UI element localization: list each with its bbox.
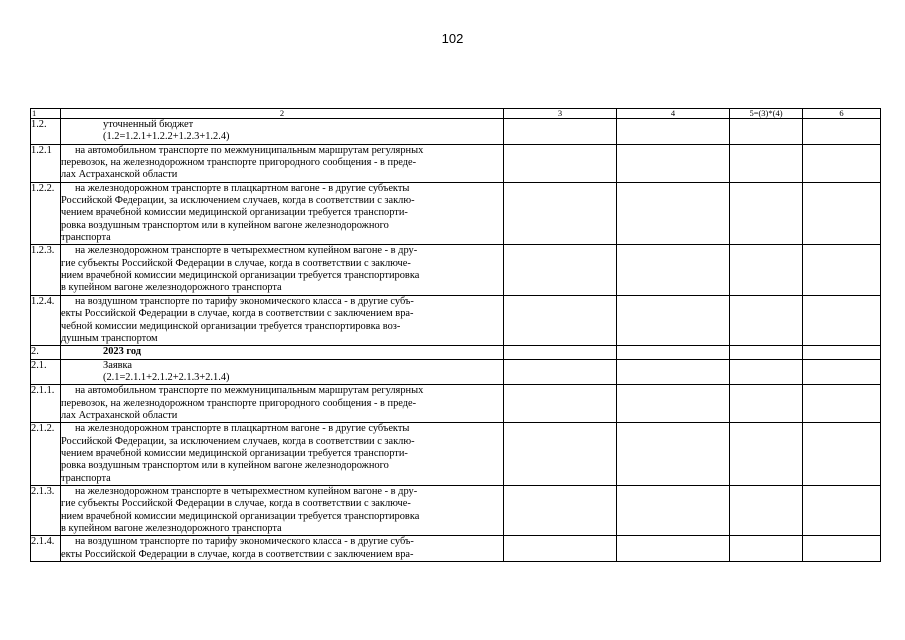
row-description (61, 144, 504, 182)
value-cell (504, 423, 617, 486)
row-number: 1.2.2. (31, 182, 61, 245)
description-line: (1.2=1.2.1+1.2.2+1.2.3+1.2.4) (103, 131, 230, 143)
description-line: ровка воздушным транспортом или в купейном вагоне железнодорожного (61, 460, 389, 472)
table-row (31, 144, 881, 182)
value-cell (803, 423, 881, 486)
row-description (61, 295, 504, 345)
row-number: 1.2.3. (31, 245, 61, 295)
description-line: екты Российской Федерации в случае, когда в соответствии с заключением вра- (61, 308, 414, 320)
row-description (61, 245, 504, 295)
description-line: в купейном вагоне железнодорожного транспорта (61, 282, 282, 294)
row-description (61, 423, 504, 486)
column-header: 2 (61, 109, 504, 119)
row-number: 2.1.3. (31, 485, 61, 535)
value-cell (803, 346, 881, 359)
row-number: 1.2.1 (31, 144, 61, 182)
description-line: на железнодорожном транспорте в четырехместном купейном вагоне - в дру- (75, 245, 418, 257)
description-line: Российской Федерации, за исключением случаев, когда в соответствии с заклю- (61, 195, 415, 207)
value-cell (617, 245, 730, 295)
description-line: нием врачебной комиссии медицинской организации требуется транспортировка (61, 270, 420, 282)
value-cell (730, 359, 803, 385)
value-cell (803, 485, 881, 535)
description-line: перевозок, на железнодорожном транспорте пригородного сообщения - в преде- (61, 397, 417, 409)
description-line: транспорта (61, 472, 111, 484)
column-header: 4 (617, 109, 730, 119)
description-line: на железнодорожном транспорте в плацкартном вагоне - в другие субъекты (75, 182, 410, 194)
column-header: 1 (31, 109, 61, 119)
value-cell (803, 119, 881, 145)
row-number: 1.2.4. (31, 295, 61, 345)
row-number: 2.1.4. (31, 536, 61, 562)
description-line: ровка воздушным транспортом или в купейном вагоне железнодорожного (61, 219, 389, 231)
value-cell (504, 359, 617, 385)
description-line: в купейном вагоне железнодорожного транспорта (61, 523, 282, 534)
row-description (61, 485, 504, 535)
table-row (31, 182, 881, 245)
description-line: лах Астраханской области (61, 409, 178, 421)
description-line: на автомобильном транспорте по межмуниципальным маршрутам регулярных (75, 144, 424, 156)
value-cell (803, 359, 881, 385)
value-cell (617, 536, 730, 562)
description-line: 2023 год (103, 346, 141, 358)
description-line: (2.1=2.1.1+2.1.2+2.1.3+2.1.4) (103, 371, 230, 383)
row-number: 1.2. (31, 119, 61, 145)
budget-table (30, 108, 881, 562)
row-description (61, 346, 504, 359)
value-cell (730, 423, 803, 486)
value-cell (504, 119, 617, 145)
table-row (31, 119, 881, 145)
description-line: чением врачебной комиссии медицинской организации требуется транспорти- (61, 447, 408, 459)
value-cell (504, 536, 617, 562)
table-row (31, 485, 881, 535)
value-cell (504, 485, 617, 535)
value-cell (730, 295, 803, 345)
description-line: уточненный бюджет (103, 119, 194, 130)
column-header: 5=(3)*(4) (730, 109, 803, 119)
description-line: нием врачебной комиссии медицинской организации требуется транспортировка (61, 510, 420, 522)
description-line: перевозок, на железнодорожном транспорте пригородного сообщения - в преде- (61, 157, 417, 169)
row-description (61, 182, 504, 245)
table-row (31, 536, 881, 562)
row-description (61, 359, 504, 385)
value-cell (617, 182, 730, 245)
description-line: гие субъекты Российской Федерации в случае, когда в соответствии с заключе- (61, 498, 411, 510)
value-cell (730, 245, 803, 295)
value-cell (803, 385, 881, 423)
description-line: Российской Федерации, за исключением случаев, когда в соответствии с заклю- (61, 435, 415, 447)
value-cell (617, 295, 730, 345)
value-cell (803, 245, 881, 295)
value-cell (730, 536, 803, 562)
description-line: на железнодорожном транспорте в плацкартном вагоне - в другие субъекты (75, 423, 410, 435)
description-line: чением врачебной комиссии медицинской организации требуется транспорти- (61, 207, 408, 219)
table-row (31, 295, 881, 345)
value-cell (617, 144, 730, 182)
value-cell (504, 245, 617, 295)
table-row (31, 346, 881, 359)
table-header-row (31, 109, 881, 119)
description-line: лах Астраханской области (61, 169, 178, 181)
table-row (31, 359, 881, 385)
value-cell (803, 182, 881, 245)
value-cell (504, 182, 617, 245)
description-line: на железнодорожном транспорте в четырехместном купейном вагоне - в дру- (75, 485, 418, 497)
value-cell (504, 346, 617, 359)
row-number: 2.1.2. (31, 423, 61, 486)
page-number: 102 (441, 31, 464, 46)
value-cell (617, 359, 730, 385)
description-line: на воздушном транспорте по тарифу экономического класса - в другие субъ- (75, 536, 414, 548)
column-header: 6 (803, 109, 881, 119)
value-cell (730, 119, 803, 145)
value-cell (617, 485, 730, 535)
value-cell (803, 536, 881, 562)
description-line: на автомобильном транспорте по межмуниципальным маршрутам регулярных (75, 385, 424, 397)
row-number: 2.1.1. (31, 385, 61, 423)
value-cell (504, 295, 617, 345)
description-line: душным транспортом (61, 332, 158, 344)
value-cell (504, 385, 617, 423)
value-cell (803, 295, 881, 345)
description-line: чебной комиссии медицинской организации требуется транспортировка воз- (61, 320, 401, 332)
description-line: Заявка (103, 359, 133, 371)
value-cell (617, 423, 730, 486)
description-line: гие субъекты Российской Федерации в случае, когда в соответствии с заключе- (61, 257, 411, 269)
value-cell (730, 346, 803, 359)
table-row (31, 245, 881, 295)
description-line: на воздушном транспорте по тарифу экономического класса - в другие субъ- (75, 295, 414, 307)
table-row (31, 423, 881, 486)
value-cell (730, 485, 803, 535)
value-cell (730, 385, 803, 423)
table-row (31, 385, 881, 423)
column-header: 3 (504, 109, 617, 119)
value-cell (617, 119, 730, 145)
value-cell (730, 144, 803, 182)
value-cell (730, 182, 803, 245)
value-cell (617, 385, 730, 423)
description-line: транспорта (61, 232, 111, 244)
description-line: екты Российской Федерации в случае, когда в соответствии с заключением вра- (61, 548, 414, 560)
value-cell (504, 144, 617, 182)
value-cell (617, 346, 730, 359)
value-cell (803, 144, 881, 182)
row-number: 2.1. (31, 359, 61, 385)
row-description (61, 119, 504, 145)
row-number: 2. (31, 346, 61, 359)
row-description (61, 385, 504, 423)
row-description (61, 536, 504, 562)
